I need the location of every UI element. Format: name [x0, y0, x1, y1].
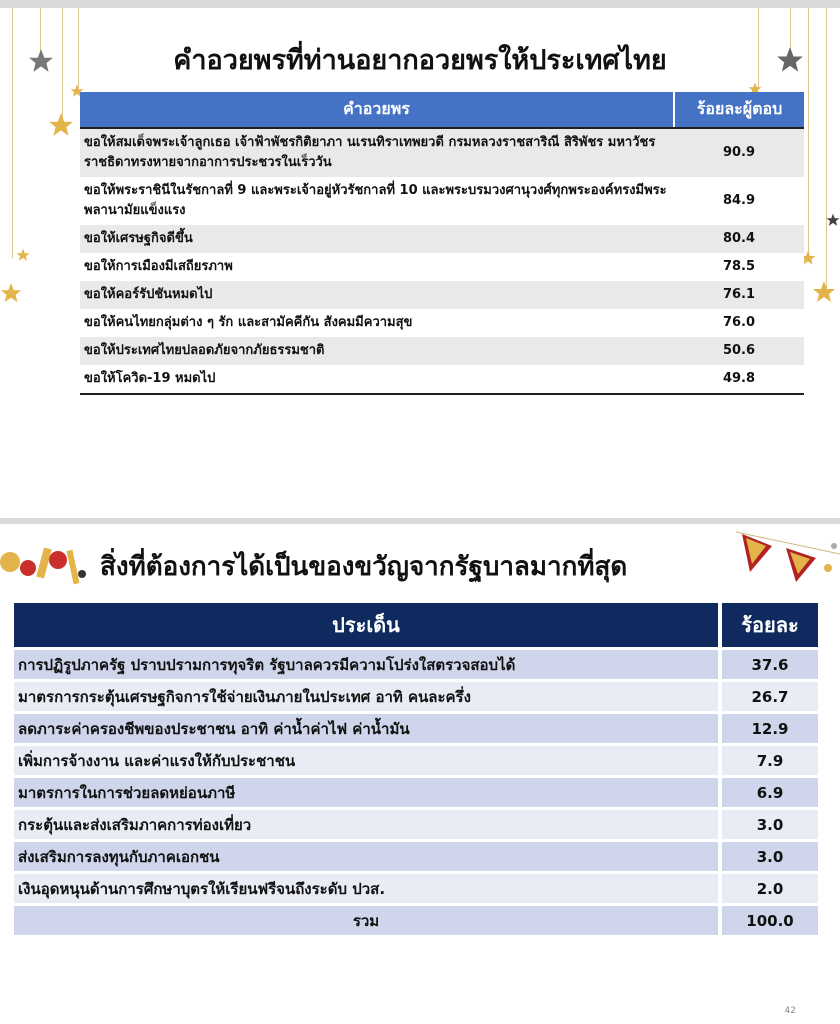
- row-text: การปฏิรูปภาครัฐ ปราบปรามการทุจริต รัฐบาลควรมีความโปร่งใสตรวจสอบได้: [14, 650, 718, 679]
- greetings-table: [80, 92, 804, 395]
- row-value: 12.9: [718, 714, 818, 743]
- row-text: มาตรการกระตุ้นเศรษฐกิจการใช้จ่ายเงินภายในประเทศ อาทิ คนละครึ่ง: [14, 682, 718, 711]
- total-row: [14, 906, 818, 935]
- party-hat-icon: [736, 528, 840, 588]
- row-text: ขอให้คนไทยกลุ่มต่าง ๆ รัก และสามัคคีกัน สังคมมีความสุข: [80, 309, 674, 337]
- star-icon: [812, 280, 836, 304]
- table-row: [14, 714, 818, 743]
- total-label: รวม: [14, 906, 718, 935]
- column-header-percent: ร้อยละผู้ตอบ: [674, 92, 804, 128]
- column-header-percent: ร้อยละ: [718, 603, 818, 647]
- table-row: [80, 128, 804, 177]
- star-icon: [48, 112, 74, 138]
- table-row: [80, 253, 804, 281]
- table-row: [14, 746, 818, 775]
- row-text: เพิ่มการจ้างงาน และค่าแรงให้กับประชาชน: [14, 746, 718, 775]
- column-header-issue: ประเด็น: [14, 603, 718, 647]
- row-text: ขอให้สมเด็จพระเจ้าลูกเธอ เจ้าฟ้าพัชรกิติยาภา นเรนทิราเทพยวดี กรมหลวงราชสาริณี สิริพัชร มหาวัชรราชธิดาทรงหายจากอาการประชวรในเร็ววัน: [80, 128, 674, 177]
- page-number: 42: [784, 1006, 796, 1016]
- table-row: [14, 682, 818, 711]
- row-text: กระตุ้นและส่งเสริมภาคการท่องเที่ยว: [14, 810, 718, 839]
- row-text: ขอให้เศรษฐกิจดีขึ้น: [80, 225, 674, 253]
- party-confetti-icon: [0, 538, 88, 590]
- row-text: ส่งเสริมการลงทุนกับภาคเอกชน: [14, 842, 718, 871]
- row-value: 3.0: [718, 842, 818, 871]
- slide2-title: สิ่งที่ต้องการได้เป็นของขวัญจากรัฐบาลมากที่สุด: [100, 552, 628, 582]
- row-value: 2.0: [718, 874, 818, 903]
- row-text: ขอให้การเมืองมีเสถียรภาพ: [80, 253, 674, 281]
- table-row: [80, 177, 804, 225]
- star-icon: [826, 213, 840, 227]
- table-row: [14, 650, 818, 679]
- column-header-greeting: คำอวยพร: [80, 92, 674, 128]
- row-value: 76.1: [674, 281, 804, 309]
- table-row: [80, 309, 804, 337]
- slide-gifts: [0, 518, 840, 990]
- total-value: 100.0: [718, 906, 818, 935]
- table-row: [80, 281, 804, 309]
- row-value: 6.9: [718, 778, 818, 807]
- table-row: [14, 842, 818, 871]
- row-text: ขอให้พระราชินีในรัชกาลที่ 9 และพระเจ้าอยู่หัวรัชกาลที่ 10 และพระบรมวงศานุวงศ์ทุกพระองค์ทรงมีพระพลานามัยแข็งแรง: [80, 177, 674, 225]
- row-text: ขอให้ประเทศไทยปลอดภัยจากภัยธรรมชาติ: [80, 337, 674, 365]
- slide1-title: คำอวยพรที่ท่านอยากอวยพรให้ประเทศไทย: [173, 45, 667, 76]
- table-row: [80, 365, 804, 394]
- row-value: 49.8: [674, 365, 804, 394]
- row-text: ลดภาระค่าครองชีพของประชาชน อาทิ ค่าน้ำค่าไฟ ค่าน้ำมัน: [14, 714, 718, 743]
- row-text: ขอให้โควิด-19 หมดไป: [80, 365, 674, 394]
- table-row: [14, 778, 818, 807]
- table-row: [80, 225, 804, 253]
- row-value: 78.5: [674, 253, 804, 281]
- row-text: ขอให้คอร์รัปชันหมดไป: [80, 281, 674, 309]
- row-value: 50.6: [674, 337, 804, 365]
- slide-greetings: [0, 0, 840, 420]
- table-row: [80, 337, 804, 365]
- table-row: [14, 874, 818, 903]
- table-row: [14, 810, 818, 839]
- row-value: 90.9: [674, 128, 804, 177]
- row-value: 76.0: [674, 309, 804, 337]
- row-value: 84.9: [674, 177, 804, 225]
- row-value: 3.0: [718, 810, 818, 839]
- row-value: 37.6: [718, 650, 818, 679]
- row-value: 80.4: [674, 225, 804, 253]
- row-text: เงินอุดหนุนด้านการศึกษาบุตรให้เรียนฟรีจนถึงระดับ ปวส.: [14, 874, 718, 903]
- row-text: มาตรการในการช่วยลดหย่อนภาษี: [14, 778, 718, 807]
- row-value: 7.9: [718, 746, 818, 775]
- gifts-table: [14, 600, 818, 938]
- star-icon: [16, 248, 30, 262]
- row-value: 26.7: [718, 682, 818, 711]
- star-icon: [0, 282, 22, 304]
